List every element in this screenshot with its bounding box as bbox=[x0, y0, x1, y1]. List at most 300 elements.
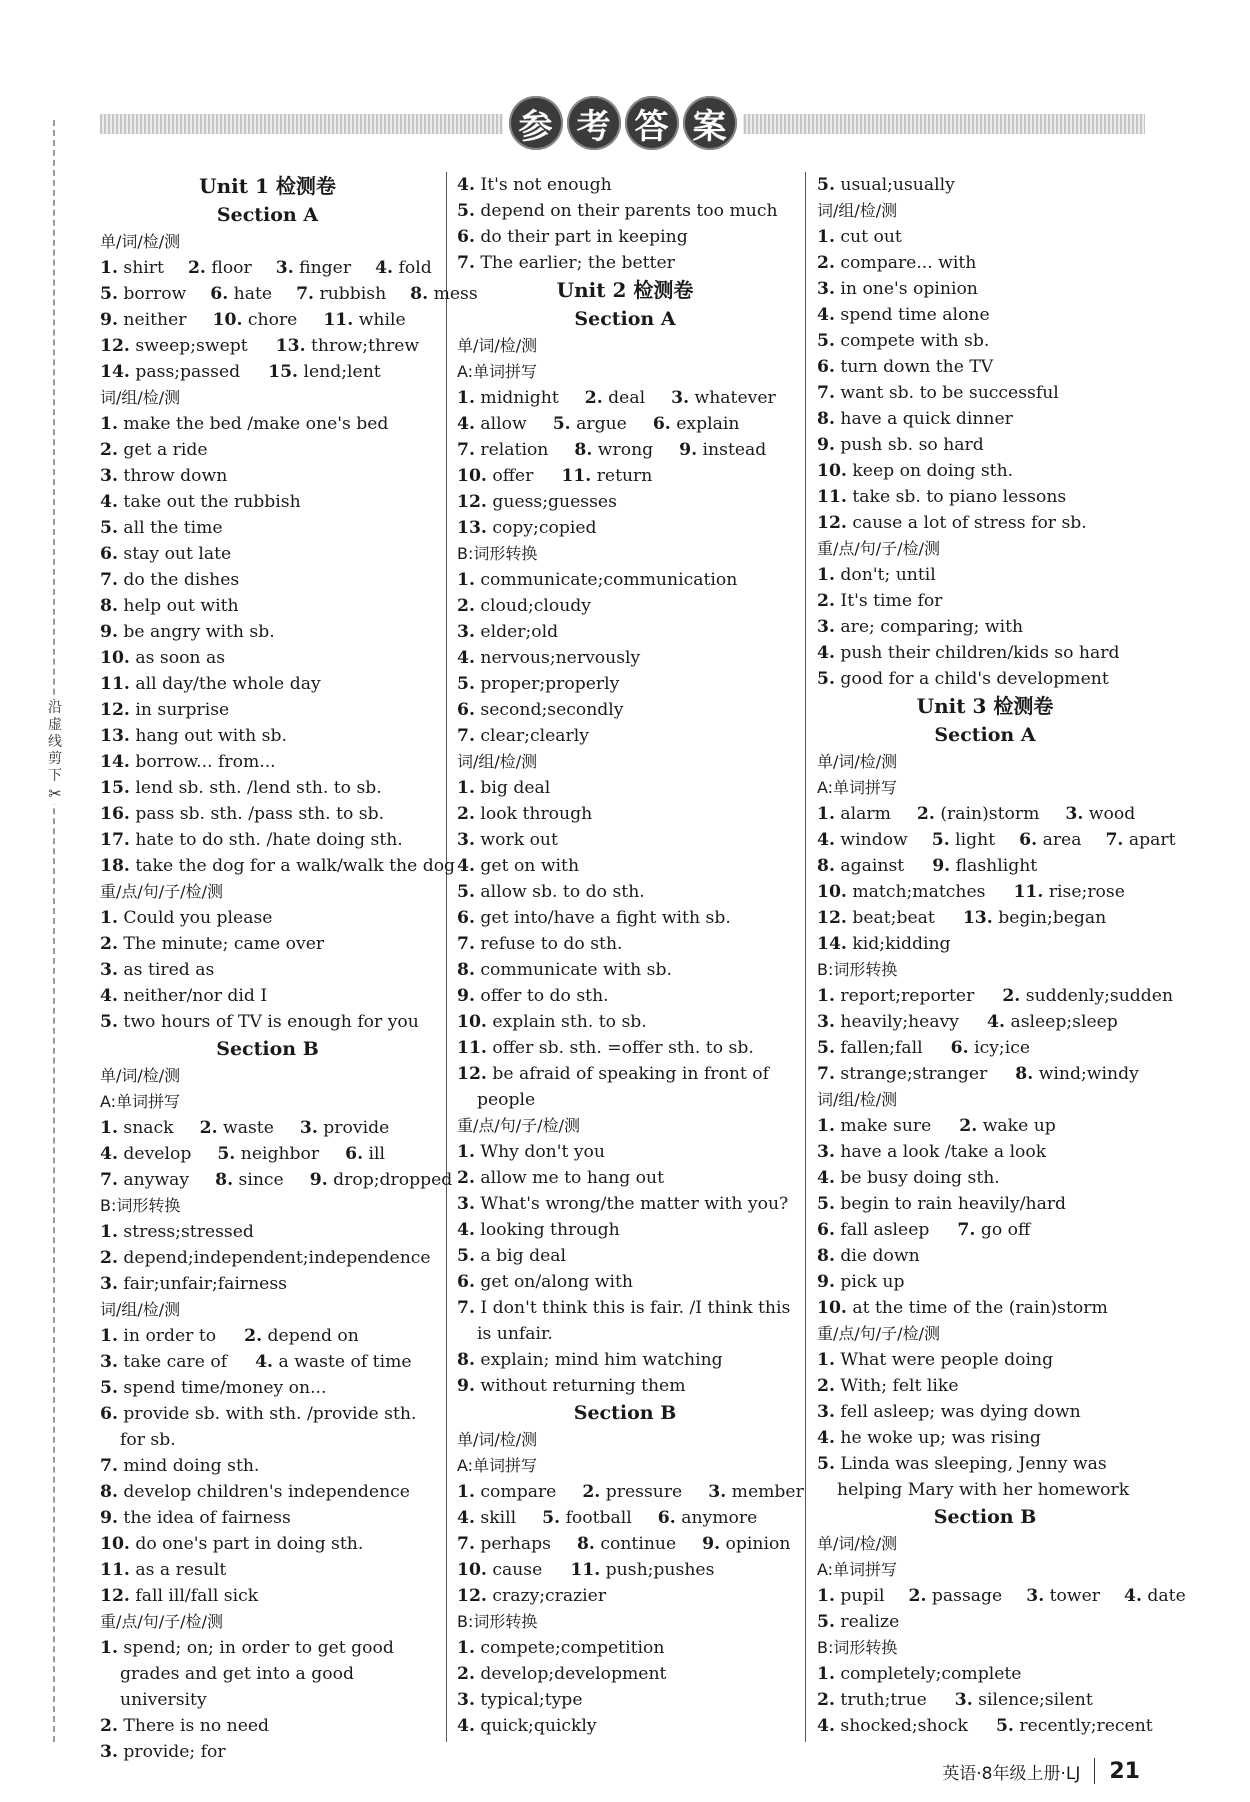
answer-text: floor bbox=[205, 258, 252, 278]
cut-label-text: 沿虚线剪下 bbox=[48, 700, 62, 784]
answer-row bbox=[457, 1165, 793, 1191]
item-number: 4. bbox=[255, 1352, 274, 1372]
item-number: 10. bbox=[457, 1012, 487, 1032]
answer-item bbox=[100, 934, 324, 954]
item-number: 5. bbox=[217, 1144, 236, 1164]
answer-text: With; felt like bbox=[834, 1376, 959, 1396]
item-number: 6. bbox=[950, 1038, 969, 1058]
answer-row bbox=[817, 1425, 1153, 1451]
answer-text: work out bbox=[474, 830, 558, 850]
item-number: 1. bbox=[817, 804, 835, 824]
answer-text: silence;silent bbox=[972, 1690, 1093, 1710]
answer-item bbox=[100, 1170, 189, 1190]
answer-item bbox=[100, 1638, 394, 1710]
answer-item bbox=[542, 1508, 632, 1528]
answer-item bbox=[213, 310, 298, 330]
answer-item bbox=[817, 331, 989, 351]
answer-item bbox=[100, 440, 208, 460]
answer-text: shocked;shock bbox=[834, 1716, 968, 1736]
answer-item bbox=[817, 591, 942, 611]
answer-text: since bbox=[233, 1170, 284, 1190]
item-number: 1. bbox=[817, 1586, 835, 1606]
answer-text: provide bbox=[317, 1118, 390, 1138]
answer-text: anymore bbox=[675, 1508, 758, 1528]
item-number: 3. bbox=[457, 1690, 475, 1710]
answer-text: cut out bbox=[834, 227, 902, 247]
answer-text: fallen;fall bbox=[834, 1038, 923, 1058]
answer-item bbox=[932, 856, 1037, 876]
answer-text: whatever bbox=[689, 388, 776, 408]
answer-item bbox=[457, 622, 558, 642]
category-heading: 重/点/句/子/检/测 bbox=[817, 539, 940, 558]
item-number: 2. bbox=[244, 1326, 263, 1346]
item-number: 2. bbox=[100, 934, 118, 954]
answer-text: develop children's independence bbox=[117, 1482, 410, 1502]
subcategory-heading: A:单词拼写 bbox=[817, 1560, 898, 1579]
item-number: 5. bbox=[817, 669, 835, 689]
answer-item bbox=[100, 310, 187, 330]
page-number: 21 bbox=[1109, 1758, 1140, 1784]
answer-row bbox=[817, 1269, 1153, 1295]
answer-item bbox=[817, 804, 891, 824]
answer-item bbox=[100, 1404, 416, 1450]
answer-row bbox=[100, 1531, 435, 1557]
answer-text: fell asleep; was dying down bbox=[834, 1402, 1081, 1422]
answer-row bbox=[100, 801, 435, 827]
answer-row bbox=[100, 749, 435, 775]
item-number: 6. bbox=[652, 414, 671, 434]
answer-item bbox=[817, 986, 974, 1006]
answer-row bbox=[100, 697, 435, 723]
answer-item bbox=[817, 227, 902, 247]
item-number: 5. bbox=[552, 414, 571, 434]
answer-item bbox=[457, 1272, 633, 1292]
answer-item bbox=[457, 227, 688, 247]
answer-text: help out with bbox=[117, 596, 239, 616]
answer-item bbox=[817, 1428, 1041, 1448]
item-number: 1. bbox=[457, 1482, 475, 1502]
item-number: 3. bbox=[100, 960, 118, 980]
item-number: 8. bbox=[457, 1350, 475, 1370]
item-number: 5. bbox=[542, 1508, 561, 1528]
answer-row bbox=[457, 1635, 793, 1661]
item-number: 9. bbox=[457, 1376, 475, 1396]
answer-text: copy;copied bbox=[486, 518, 597, 538]
item-number: 4. bbox=[1124, 1586, 1142, 1606]
item-number: 9. bbox=[100, 310, 118, 330]
item-number: 1. bbox=[100, 908, 118, 928]
item-number: 5. bbox=[100, 284, 118, 304]
answer-text: refuse to do sth. bbox=[474, 934, 623, 954]
answer-row bbox=[100, 281, 478, 307]
answer-text: be busy doing sth. bbox=[834, 1168, 1000, 1188]
item-number: 1. bbox=[100, 414, 118, 434]
answer-text: completely;complete bbox=[834, 1664, 1022, 1684]
answer-row bbox=[817, 1243, 1153, 1269]
item-number: 1. bbox=[817, 1350, 835, 1370]
item-number: 5. bbox=[457, 201, 475, 221]
answer-text: provide sb. with sth. /provide sth. for sb. bbox=[117, 1404, 417, 1450]
answer-item bbox=[817, 357, 993, 377]
item-number: 2. bbox=[457, 596, 475, 616]
item-number: 3. bbox=[299, 1118, 318, 1138]
answer-row bbox=[457, 879, 793, 905]
category-heading: 词/组/检/测 bbox=[817, 1090, 898, 1109]
item-number: 12. bbox=[457, 492, 487, 512]
item-number: 8. bbox=[457, 960, 475, 980]
answer-row bbox=[457, 723, 793, 749]
answer-row bbox=[817, 1061, 1153, 1087]
item-number: 3. bbox=[817, 1142, 835, 1162]
answer-text: go off bbox=[975, 1220, 1031, 1240]
category-heading: 重/点/句/子/检/测 bbox=[100, 882, 223, 901]
item-number: 6. bbox=[210, 284, 229, 304]
answer-row bbox=[100, 983, 435, 1009]
answer-item bbox=[457, 1534, 551, 1554]
answer-item bbox=[100, 778, 382, 798]
answer-item bbox=[959, 1116, 1056, 1136]
answer-row bbox=[817, 1399, 1153, 1425]
answer-text: kid;kidding bbox=[846, 934, 951, 954]
item-number: 4. bbox=[457, 175, 475, 195]
answer-text: as soon as bbox=[129, 648, 226, 668]
answer-item bbox=[457, 1690, 582, 1710]
item-number: 15. bbox=[100, 778, 130, 798]
answer-item bbox=[457, 1350, 723, 1370]
answer-text: good for a child's development bbox=[834, 669, 1109, 689]
answer-row bbox=[100, 333, 435, 359]
answer-item bbox=[817, 1716, 968, 1736]
item-number: 3. bbox=[817, 1402, 835, 1422]
item-number: 3. bbox=[671, 388, 690, 408]
item-number: 2. bbox=[817, 253, 835, 273]
answer-item bbox=[457, 1586, 606, 1606]
item-number: 4. bbox=[375, 258, 394, 278]
item-number: 6. bbox=[457, 908, 475, 928]
item-number: 12. bbox=[100, 1586, 130, 1606]
answer-item bbox=[457, 201, 778, 221]
answer-text: get a ride bbox=[117, 440, 208, 460]
answer-item bbox=[188, 258, 252, 278]
item-number: 6. bbox=[100, 544, 118, 564]
answer-text: crazy;crazier bbox=[486, 1586, 607, 1606]
answer-item bbox=[457, 1142, 605, 1162]
item-number: 12. bbox=[817, 513, 847, 533]
item-number: 7. bbox=[457, 934, 475, 954]
answer-row bbox=[817, 1687, 1153, 1713]
answer-text: asleep;sleep bbox=[1004, 1012, 1118, 1032]
answer-text: It's not enough bbox=[474, 175, 612, 195]
answer-item bbox=[310, 1170, 453, 1190]
answer-text: clear;clearly bbox=[474, 726, 589, 746]
answer-text: allow me to hang out bbox=[474, 1168, 665, 1188]
answer-item bbox=[817, 1272, 905, 1292]
answer-item bbox=[100, 1482, 410, 1502]
answer-item bbox=[100, 1742, 226, 1762]
item-number: 4. bbox=[100, 1144, 118, 1164]
answer-item bbox=[553, 414, 627, 434]
answer-item bbox=[909, 1586, 1003, 1606]
answer-text: Why don't you bbox=[474, 1142, 605, 1162]
item-number: 11. bbox=[100, 1560, 130, 1580]
item-number: 3. bbox=[100, 1274, 118, 1294]
answer-row bbox=[457, 1191, 793, 1217]
answer-text: spend time alone bbox=[834, 305, 990, 325]
answer-text: take sb. to piano lessons bbox=[846, 487, 1067, 507]
answer-item bbox=[679, 440, 766, 460]
answer-item bbox=[217, 1144, 319, 1164]
item-number: 8. bbox=[817, 409, 835, 429]
item-number: 7. bbox=[100, 1456, 118, 1476]
answer-item bbox=[963, 908, 1106, 928]
answer-column-1 bbox=[100, 172, 478, 1765]
item-number: 2. bbox=[1002, 986, 1021, 1006]
answer-row bbox=[817, 172, 1153, 198]
answer-item bbox=[817, 1194, 1066, 1214]
answer-row bbox=[457, 463, 793, 489]
item-number: 9. bbox=[679, 440, 698, 460]
answer-item bbox=[957, 1220, 1030, 1240]
subcategory-heading: B:词形转换 bbox=[817, 960, 898, 979]
answer-row bbox=[100, 359, 435, 385]
item-number: 1. bbox=[817, 1664, 835, 1684]
answer-text: compete with sb. bbox=[834, 331, 990, 351]
item-number: 1. bbox=[457, 1142, 475, 1162]
answer-text: allow sb. to do sth. bbox=[474, 882, 645, 902]
item-number: 10. bbox=[212, 310, 243, 330]
answer-row bbox=[100, 1713, 435, 1739]
answer-text: icy;ice bbox=[968, 1038, 1030, 1058]
answer-item bbox=[100, 518, 223, 538]
answer-text: return bbox=[591, 466, 653, 486]
answer-item bbox=[817, 1064, 987, 1084]
answer-text: depend on bbox=[262, 1326, 359, 1346]
answer-row bbox=[817, 380, 1153, 406]
answer-text: take out the rubbish bbox=[117, 492, 301, 512]
answer-row bbox=[817, 879, 1153, 905]
answer-text: push their children/kids so hard bbox=[834, 643, 1120, 663]
item-number: 4. bbox=[817, 1168, 835, 1188]
answer-item bbox=[817, 856, 904, 876]
answer-text: tower bbox=[1044, 1586, 1101, 1606]
answer-item bbox=[585, 388, 645, 408]
item-number: 8. bbox=[574, 440, 593, 460]
item-number: 3. bbox=[954, 1690, 973, 1710]
answer-row bbox=[100, 1167, 453, 1193]
item-number: 8. bbox=[1015, 1064, 1034, 1084]
answer-row bbox=[457, 1557, 793, 1583]
answer-text: relation bbox=[474, 440, 549, 460]
answer-text: waste bbox=[217, 1118, 274, 1138]
item-number: 17. bbox=[100, 830, 130, 850]
answer-row bbox=[817, 983, 1174, 1009]
answer-text: as tired as bbox=[117, 960, 215, 980]
answer-item bbox=[457, 830, 558, 850]
subcategory-heading: B:词形转换 bbox=[457, 544, 538, 563]
answer-text: be angry with sb. bbox=[117, 622, 275, 642]
answer-text: pupil bbox=[834, 1586, 885, 1606]
item-number: 4. bbox=[457, 414, 475, 434]
subcategory-heading: B:词形转换 bbox=[817, 1638, 898, 1657]
item-number: 4. bbox=[987, 1012, 1005, 1032]
category-heading: 重/点/句/子/检/测 bbox=[817, 1324, 940, 1343]
answer-row bbox=[817, 276, 1153, 302]
item-number: 2. bbox=[187, 258, 206, 278]
answer-text: anyway bbox=[117, 1170, 190, 1190]
answer-item bbox=[457, 882, 645, 902]
item-number: 1. bbox=[457, 778, 475, 798]
answer-row bbox=[817, 510, 1153, 536]
item-number: 4. bbox=[457, 648, 475, 668]
answer-row bbox=[457, 827, 793, 853]
answer-text: finger bbox=[293, 258, 352, 278]
answer-item bbox=[100, 544, 231, 564]
answer-row bbox=[100, 1009, 435, 1035]
item-number: 13. bbox=[962, 908, 993, 928]
answer-text: What's wrong/the matter with you? bbox=[474, 1194, 789, 1214]
answer-item bbox=[100, 284, 186, 304]
item-number: 4. bbox=[100, 986, 118, 1006]
answer-text: do one's part in doing sth. bbox=[129, 1534, 364, 1554]
answer-row bbox=[817, 801, 1153, 827]
item-number: 9. bbox=[817, 1272, 835, 1292]
answer-item bbox=[457, 518, 597, 538]
book-info: 英语·8年级上册·LJ bbox=[942, 1763, 1081, 1784]
answer-text: have a look /take a look bbox=[834, 1142, 1047, 1162]
answer-item bbox=[817, 1012, 959, 1032]
column-divider bbox=[805, 172, 806, 1742]
answer-item bbox=[375, 258, 432, 278]
item-number: 7. bbox=[457, 440, 475, 460]
item-number: 8. bbox=[100, 596, 118, 616]
answer-text: communicate;communication bbox=[474, 570, 738, 590]
answer-text: There is no need bbox=[117, 1716, 270, 1736]
item-number: 2. bbox=[100, 440, 118, 460]
answer-item bbox=[457, 1012, 647, 1032]
answer-item bbox=[457, 1168, 664, 1188]
banner-char: 考 bbox=[567, 96, 621, 150]
item-number: 5. bbox=[931, 830, 950, 850]
answer-item bbox=[951, 1038, 1030, 1058]
answer-text: snack bbox=[117, 1118, 174, 1138]
answer-row bbox=[100, 1635, 435, 1713]
answer-row bbox=[100, 1219, 435, 1245]
item-number: 11. bbox=[817, 487, 847, 507]
item-number: 11. bbox=[1013, 882, 1044, 902]
answer-text: wind;windy bbox=[1033, 1064, 1139, 1084]
item-number: 6. bbox=[457, 700, 475, 720]
answer-row bbox=[100, 775, 435, 801]
answer-item bbox=[457, 388, 559, 408]
answer-text: member bbox=[726, 1482, 804, 1502]
answer-row bbox=[457, 905, 793, 931]
answer-row bbox=[817, 1191, 1153, 1217]
answer-row bbox=[100, 437, 435, 463]
answer-item bbox=[582, 1482, 682, 1502]
answer-text: passage bbox=[926, 1586, 1003, 1606]
answer-row bbox=[457, 1583, 793, 1609]
answer-item bbox=[817, 1376, 959, 1396]
item-number: 6. bbox=[817, 1220, 835, 1240]
answer-row bbox=[817, 1165, 1153, 1191]
item-number: 7. bbox=[817, 383, 835, 403]
answer-item bbox=[1015, 1064, 1138, 1084]
answer-text: fold bbox=[393, 258, 432, 278]
answer-item bbox=[100, 622, 275, 642]
answer-text: die down bbox=[834, 1246, 920, 1266]
answer-row bbox=[457, 1505, 793, 1531]
answer-item bbox=[1002, 986, 1173, 1006]
answer-text: two hours of TV is enough for you bbox=[117, 1012, 419, 1032]
answer-item bbox=[100, 726, 287, 746]
item-number: 9. bbox=[702, 1534, 721, 1554]
answer-text: at the time of the (rain)storm bbox=[846, 1298, 1108, 1318]
item-number: 2. bbox=[457, 1664, 475, 1684]
answer-item bbox=[817, 669, 1109, 689]
answer-text: truth;true bbox=[834, 1690, 927, 1710]
answer-row bbox=[817, 1113, 1153, 1139]
answer-row bbox=[100, 1739, 435, 1765]
answer-text: turn down the TV bbox=[834, 357, 994, 377]
answer-item bbox=[100, 1012, 419, 1032]
answer-text: chore bbox=[242, 310, 298, 330]
item-number: 12. bbox=[100, 336, 130, 356]
answer-row bbox=[100, 619, 435, 645]
answer-row bbox=[457, 385, 793, 411]
answer-item bbox=[457, 440, 548, 460]
answer-item bbox=[100, 648, 225, 668]
answer-text: while bbox=[353, 310, 406, 330]
answer-text: hate to do sth. /hate doing sth. bbox=[129, 830, 403, 850]
banner-char: 参 bbox=[509, 96, 563, 150]
answer-item bbox=[323, 310, 405, 330]
answer-text: mess bbox=[428, 284, 478, 304]
item-number: 6. bbox=[657, 1508, 676, 1528]
answer-item bbox=[457, 1560, 542, 1580]
item-number: 2. bbox=[100, 1716, 118, 1736]
item-number: 2. bbox=[457, 804, 475, 824]
answer-text: make the bed /make one's bed bbox=[117, 414, 389, 434]
item-number: 13. bbox=[457, 518, 487, 538]
answer-row bbox=[457, 224, 793, 250]
answer-item bbox=[100, 1534, 363, 1554]
answer-row bbox=[457, 1373, 793, 1399]
item-number: 1. bbox=[817, 565, 835, 585]
cut-label bbox=[44, 700, 66, 804]
answer-text: communicate with sb. bbox=[474, 960, 672, 980]
answer-text: shirt bbox=[117, 258, 164, 278]
answer-row bbox=[457, 801, 793, 827]
answer-item bbox=[658, 1508, 757, 1528]
answer-row bbox=[457, 1061, 793, 1113]
answer-item bbox=[1026, 1586, 1100, 1606]
answer-text: skill bbox=[474, 1508, 517, 1528]
item-number: 7. bbox=[457, 726, 475, 746]
answer-item bbox=[817, 1690, 927, 1710]
answer-item bbox=[100, 908, 272, 928]
answer-text: lend sb. sth. /lend sth. to sb. bbox=[129, 778, 382, 798]
item-number: 9. bbox=[100, 1508, 118, 1528]
answer-item bbox=[100, 1456, 259, 1476]
item-number: 6. bbox=[1019, 830, 1038, 850]
item-number: 11. bbox=[323, 310, 354, 330]
answer-item bbox=[100, 830, 403, 850]
item-number: 6. bbox=[457, 227, 475, 247]
section-heading: Section A bbox=[934, 724, 1036, 746]
answer-text: pass sb. sth. /pass sth. to sb. bbox=[129, 804, 385, 824]
item-number: 5. bbox=[100, 1378, 118, 1398]
answer-row bbox=[100, 931, 435, 957]
